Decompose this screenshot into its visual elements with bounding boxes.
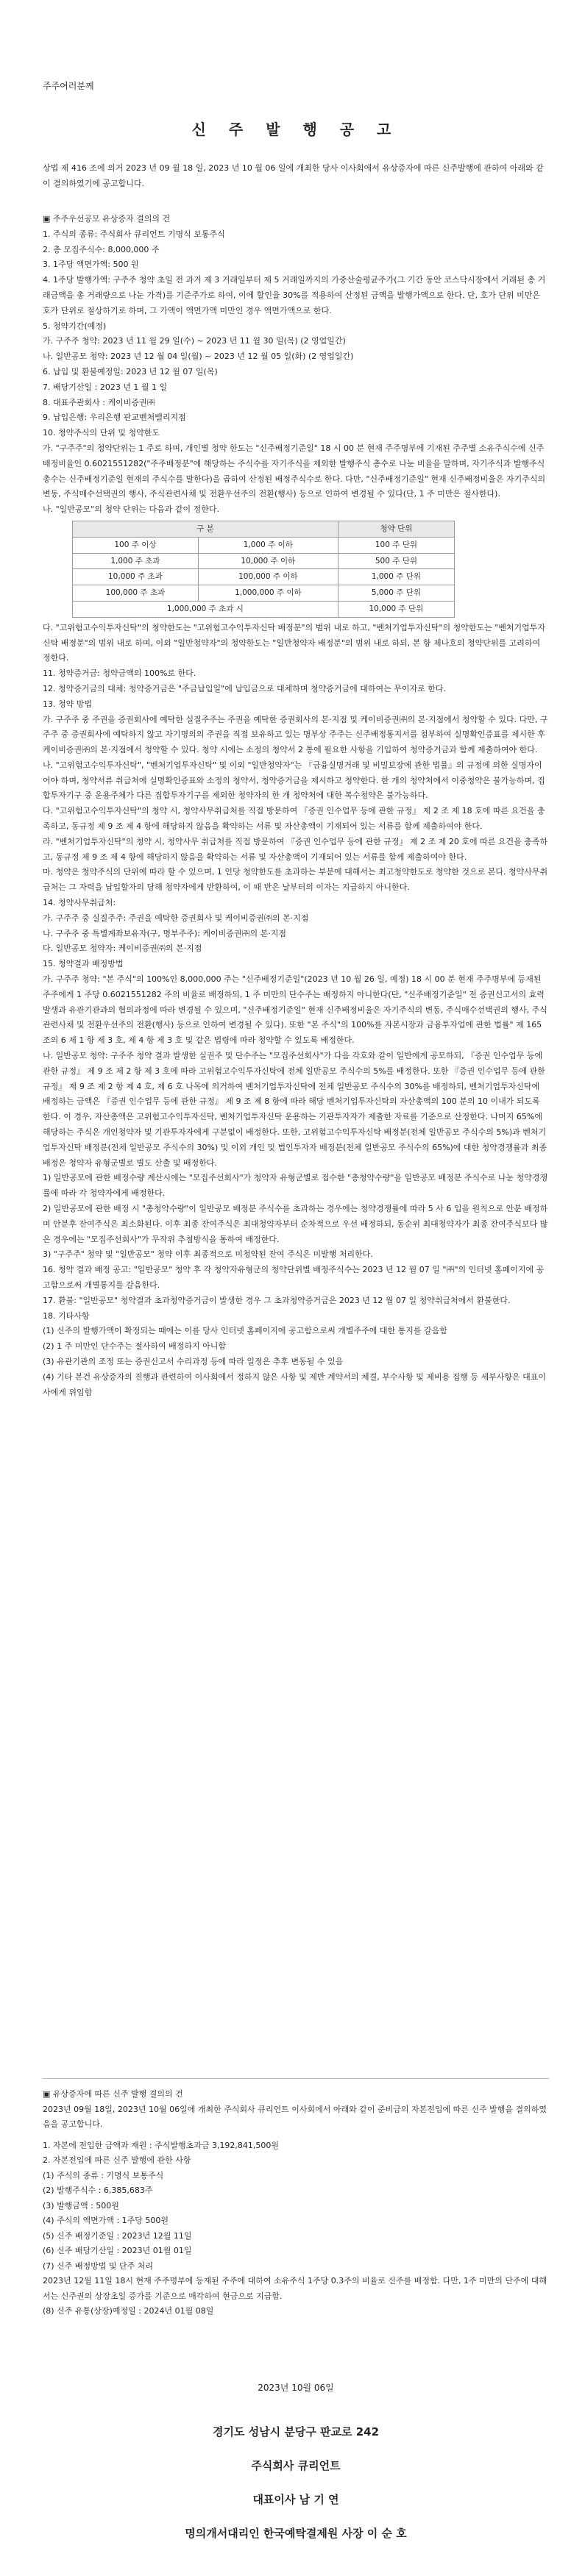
- notice-line: 4. 1주당 발행가액: 구주주 청약 초일 전 과거 제 3 거래일부터 제 5 거래일까지의 가중산술평균주가(그 기간 동안 코스닥시장에서 거래된 총 거래금액을 총 거래량으로 나눈 가격)를 기준주가로 하여, 이에 할인율 30%를 적용하여 산정된 금액을 발행가액으로 한다. 단, 호가 단위 미만은 호가 단위로 절상하기로 하며, 그 가액이 액면가액 미만인 경우 액면가액으로 한다.: [43, 275, 546, 315]
- notice-category: 주주여러분께: [43, 81, 94, 91]
- table-cell: 100 주 이상: [73, 537, 199, 553]
- company-address: 경기도 성남시 분당구 판교로 242: [212, 2425, 380, 2438]
- table-row: [73, 569, 455, 585]
- notice-line: 나. 구주주 중 특별계좌보유자(구, 명부주주): 케이비증권㈜의 본·지점: [43, 928, 287, 938]
- notice-line: 2. 총 모집주식수: 8,000,000 주: [43, 244, 160, 254]
- table-header-category: 구 분: [73, 521, 338, 537]
- notice-line: (1) 신주의 발행가액이 확정되는 때에는 이를 당사 인터넷 홈페이지에 공고함으로써 개별주주에 대한 통지를 갈음함: [43, 1326, 447, 1336]
- notice-line: (7) 신주 배정방법 및 단주 처리: [43, 2261, 153, 2271]
- notice-line: 9. 납입은행: 우리은행 판교벤처밸리지점: [43, 413, 186, 423]
- section-divider: [43, 2078, 549, 2079]
- notice-line: 마. 청약은 청약주식의 단위에 따라 할 수 있으며, 1 인당 청약한도를 초과하는 부분에 대해서는 최고청약한도로 청약한 것으로 본다. 청약사무취급처는 그 자력을 납입할자의 당해 청약자에게 반환하여, 이 때 반은 날부터의 이자는 지급하지 아니한다.: [43, 867, 548, 893]
- ceo-name: 대표이사 남 기 연: [252, 2493, 339, 2506]
- notice-line: (8) 신주 유통(상장)예정일 : 2024년 01월 08일: [43, 2306, 214, 2316]
- table-cell: 1,000 주 초과: [73, 553, 199, 569]
- notice-line: 14. 청약사무취급처:: [43, 898, 116, 908]
- notice-line: 1. 주식의 종류: 주식회사 큐리언트 기명식 보통주식: [43, 229, 225, 239]
- notice-line: 18. 기타사항: [43, 1310, 90, 1321]
- section-heading: ▣ 주주우선공모 유상증자 결의의 건: [43, 214, 171, 224]
- notice-intro: 상법 제 416 조에 의거 2023 년 09 월 18 일, 2023 년 10 월 06 일에 개최한 당사 이사회에서 유상증자에 따른 신주발행에 관하여 아래와 같이 결의하였기에 공고합니다.: [43, 163, 544, 188]
- notice-line: 나. 일반공모 청약: 2023 년 12 월 04 일(월) ~ 2023 년 12 월 05 일(화) (2 영업일간): [43, 352, 354, 362]
- notice-line: 17. 환불: "일반공모" 청약결과 초과청약증거금이 발생한 경우 그 초과청약증거금은 2023 년 12 월 07 일 청약취급처에서 환불한다.: [43, 1295, 511, 1305]
- notice-line: 라. "벤처기업투자신탁"의 청약 시, 청약사무 취급처를 직접 방문하여 『증권 인수업무 등에 관한 규정』 제 2 조 제 20 호에 따른 요건을 충족하고, 동규정 제 9 조 제 4 항에 해당하지 않음을 확약하는 서류 및 자산총액이 기재되어 있는 서류를 함께 제출하여야 한다.: [43, 836, 548, 862]
- notice-line: (2) 발행주식수 : 6,385,683주: [43, 2186, 153, 2195]
- notice-line: (3) 발행금액 : 500원: [43, 2200, 119, 2211]
- notice-line: 1) 일반공모에 관한 배정수량 계산시에는 "모집주선회사"가 청약자 유형군별로 접수한 "총청약수량"을 일반공모 배정분 주식수로 나눈 청약경쟁률에 따라 각 청약자에게 배정한다.: [43, 1173, 548, 1199]
- table-cell: 10,000 주 이하: [198, 553, 338, 569]
- notice-line: 2) 일반공모에 관한 배정 시 "총청약수량"이 일반공모 배정분 주식수를 초과하는 경우에는 청약경쟁률에 따라 5 사 6 입을 원칙으로 안분 배정하며 안분후 잔여주식은 최소화된다. 이후 최종 잔여주식은 최대청약자부터 순차적으로 우선 배정하되, 동순위 최대청약자가 최종 잔여주식보다 많은 경우에는 "모집주선회사"가 무작위 추첨방식을 통하여 배정한다.: [43, 1204, 548, 1244]
- table-row: [73, 537, 455, 553]
- notice-line: 6. 납입 및 환불예정일: 2023 년 12 월 07 일(목): [43, 366, 218, 377]
- notice-line: 가. 구주주 청약: "본 주식"의 100%인 8,000,000 주는 "신주배정기준일"(2023 년 10 월 26 일, 예정) 18 시 00 분 현재 주주명부에 등재된 주주에게 1 주당 0.6021551282 주의 비율로 배정하되, 1 주 미만의 단수주는 배정하지 아니한다(단, "신주배정기준일" 전 증권신고서의 효력 발생과 유관기관과의 협의과정에 따라 변경될 수 있으며, "신주배정기준일" 현재 신주배정비율은 자기주식의 변동, 주식매수선택권의 행사, 주식관련사채 및 전환우선주의 전환(행사) 등으로 인하여 변경될 수 있다). 또한 "본 주식"의 100%를 자본시장과 금융투자업에 관한 법률" 제 165 조의 6 제 1 항 제 3 호, 제 4 항 제 3 호 및 같은 법령에 따라 청약할 수 있도록 배정한다.: [43, 974, 547, 1046]
- notice-line: 12. 청약증거금의 대체: 청약증거금은 "주금납입일"에 납입금으로 대체하며 청약증거금에 대하여는 무이자로 한다.: [43, 683, 446, 693]
- table-cell: 1,000 주 단위: [338, 569, 454, 585]
- table-cell: 1,000,000 주 초과 시: [73, 601, 338, 617]
- notice-line: 나. "고위험고수익투자신탁", "벤처기업투자신탁" 및 이외 "일반청약자"는 『금융실명거래 및 비밀보장에 관한 법률』의 규정에 의한 실명자이어야 하며, 청약서류 취급처에 실명확인증표와 소정의 청약서, 청약증거금을 제시하고 청약한다. 한 개의 청약처에서 이중청약은 불가능하며, 집합투자기구 중 운용주체가 다른 집합투자기구를 제외한 청약자의 한 개 청약처에 대한 복수청약은 불가능하다.: [43, 760, 545, 801]
- transfer-agent: 명의개서대리인 한국예탁결제원 사장 이 순 호: [185, 2527, 407, 2540]
- notice-line: 다. "고위험고수익투자신탁"의 청약한도는 "고위험고수익투자신탁 배정분"의 범위 내로 하고, "벤처기업투자신탁"의 청약한도는 "벤처기업투자신탁 배정분"의 범위 내로 하며, 이외 "일반청약자"의 청약한도는 "일반청약자 배정분"의 범위 내로 하되, 본 항 제나호의 청약단위를 고려하여 정한다.: [43, 622, 546, 663]
- notice-line: (3) 유관기관의 조정 또는 증권신고서 수리과정 등에 따라 일정은 추후 변동될 수 있음: [43, 1356, 344, 1366]
- notice-line: 가. 구주주 중 실질주주: 주권을 예탁한 증권회사 및 케이비증권㈜의 본·지점: [43, 913, 309, 923]
- table-row: [73, 553, 455, 569]
- notice-line: (4) 기타 본건 유상증자의 진행과 관련하여 이사회에서 정하지 않은 사항 및 제반 계약서의 체결, 부수사항 및 제비용 집행 등 세부사항은 대표이사에게 위임함: [43, 1371, 547, 1397]
- notice-line: 5. 청약기간(예정): [43, 321, 107, 331]
- notice-line: 16. 청약 결과 배정 공고: "일반공모" 청약 후 각 청약자유형군의 청약단위별 배정주식수는 2023 년 12 월 07 일 "㈜"의 인터넷 홈페이지에 공고함으로써 개별통지를 갈음한다.: [43, 1265, 545, 1290]
- notice-line: 다. 일반공모 청약자: 케이비증권㈜의 본·지점: [43, 943, 202, 954]
- table-cell: 10,000 주 단위: [338, 601, 454, 617]
- table-cell: 10,000 주 초과: [73, 569, 199, 585]
- table-cell: 100 주 단위: [338, 537, 454, 553]
- section-intro: 2023년 09월 18일, 2023년 10월 06일에 개최한 주식회사 큐리언트 이사회에서 아래와 같이 준비금의 자본전입에 따른 신주 발행을 결의하였음을 공고합니다.: [43, 2104, 547, 2129]
- table-cell: 1,000 주 이하: [198, 537, 338, 553]
- notice-line: (5) 신주 배정기준일 : 2023년 12월 11일: [43, 2230, 192, 2241]
- section-capital-transfer: [43, 2087, 549, 2319]
- table-cell: 5,000 주 단위: [338, 585, 454, 602]
- notice-line: (6) 신주 배당기산일 : 2023년 01월 01일: [43, 2246, 192, 2255]
- section-rights-offering: [43, 212, 549, 1400]
- notice-line: 11. 청약증거금: 청약금액의 100%로 한다.: [43, 668, 196, 679]
- notice-line: 가. "구주주"의 청약단위는 1 주로 하며, 개인별 청약 한도는 "신주배정기준일" 18 시 00 분 현재 주주명부에 기재된 주주별 소유주식수에 신주배정비율인 0.6021551282("주주배정분"에 해당하는 주식수를 자기주식을 제외한 발행주식 총수로 나눈 비율을 말하며, 자기주식과 발행주식총수는 신주배정기준일 현재의 주식수를 말한다)을 곱하여 산정된 배정주식수로 한다. 다만, "신주배정기준일" 현재 신주배정비율은 자기주식의 변동, 주식매수선택권의 행사, 주식관련사채 및 전환우선주의 전환(행사) 등으로 인하여 변경될 수 있다(단, 1 주 미만은 절사한다).: [43, 443, 546, 499]
- notice-line: 가. 구주주 청약: 2023 년 11 월 29 일(수) ~ 2023 년 11 월 30 일(목) (2 영업일간): [43, 336, 346, 346]
- notice-line: 나. "일반공모"의 청약 단위는 다음과 같이 정한다.: [43, 504, 219, 515]
- company-name: 주식회사 큐리언트: [251, 2459, 341, 2472]
- notice-line: 10. 청약주식의 단위 및 청약한도: [43, 428, 160, 438]
- section-lines-a: [43, 227, 549, 518]
- section2-lines: [43, 2138, 549, 2319]
- table-header-row: [73, 521, 455, 537]
- table-cell: 500 주 단위: [338, 553, 454, 569]
- page-title: 신 주 발 행 공 고: [191, 121, 400, 138]
- subscription-unit-table: [72, 521, 455, 618]
- notice-line: (4) 주식의 액면가액 : 1주당 500원: [43, 2216, 169, 2225]
- table-cell: 100,000 주 초과: [73, 585, 199, 602]
- table-row: [73, 601, 455, 617]
- table-row: [73, 585, 455, 602]
- notice-date: 2023년 10월 06일: [258, 2383, 334, 2393]
- notice-line: 나. 일반공모 청약: 구주주 청약 결과 발생한 실권주 및 단수주는 "모집주선회사"가 다음 각호와 같이 일반에게 공모하되, 『증권 인수업무 등에 관한 규정』 제 9 조 제 2 항 제 3 호에 따라 고위험고수익투자신탁에 전체 일반공모 주식수의 5%를 배정한다. 또한 『증권 인수업무 등에 관한 규정』 제 9 조 제 2 항 제 4 호, 제 6 호 나목에 의거하여 벤처기업투자신탁에 전체 일반공모 주식수의 30%를 배정하되, 벤처기업투자신탁에 배정하는 금액은 『증권 인수업무 등에 관한 규정』 제 9 조 제 8 항에 따라 해당 벤처기업투자신탁의 자산총액의 100 분의 10 이내가 되도록 한다. 이 경우, 자산총액은 고위험고수익투자신탁, 벤처기업투자신탁 운용하는 기관투자자가 제출한 자료를 기준으로 산정한다. 나머지 65%에 해당하는 주식은 개인청약자 및 기관투자자에게 구분없이 배정한다. 또한, 고위험고수익투자신탁 배정분(전체 일반공모 주식수의 5%)과 벤처기업투자신탁 배정분(전체 일반공모 주식수의 30%) 및 이외 개인 및 법인투자자 배정분(전체 일반공모 주식수의 65%)에 대한 청약경쟁률과 최종 배정은 청약자 유형군별로 별도 산출 및 배정한다.: [43, 1051, 547, 1168]
- notice-line: 다. "고위험고수익투자신탁"의 청약 시, 청약사무취급처를 직접 방문하여 『증권 인수업무 등에 관한 규정』 제 2 조 제 18 호에 따른 요건을 충족하고, 동규정 제 9 조 제 4 항에 해당하지 않음을 확약하는 서류 및 자산총액이 기재되어 있는 서류를 함께 제출하여야 한다.: [43, 806, 545, 832]
- notice-line: 1. 자본에 전입한 금액과 재원 : 주식발행초과금 3,192,841,500원: [43, 2140, 280, 2150]
- table-header-unit: 청약 단위: [338, 521, 454, 537]
- notice-line: 2023년 12월 11일 18시 현재 주주명부에 등재된 주주에 대하여 소유주식 1주당 0.3주의 비율로 신주를 배정함. 다만, 1주 미만의 단주에 대해서는 신주권의 상장초일 증가를 기준으로 매각하여 현금으로 지급함.: [43, 2276, 547, 2301]
- notice-line: 3. 1주당 액면가액: 500 원: [43, 260, 139, 270]
- section-heading: ▣ 유상증자에 따른 신주 발행 결의의 건: [43, 2089, 183, 2099]
- notice-line: 13. 청약 방법: [43, 699, 92, 709]
- notice-line: 2. 자본전입에 따른 신주 발행에 관한 사항: [43, 2155, 191, 2165]
- notice-line: 7. 배당기산일 : 2023 년 1 월 1 일: [43, 382, 168, 392]
- notice-line: 가. 구주주 중 주권을 증권회사에 예탁한 실질주주는 주권을 예탁한 증권회사의 본·지점 및 케이비증권㈜의 본·지점에서 청약할 수 있다. 다만, 구주주 중 증권회사에 예탁하지 않고 자기명의의 주권을 직접 보유하고 있는 명부상 주주는 신주배정통지서를 첨부하여 실명확인증표를 제시한 후 케이비증권㈜의 본·지점에서 청약할 수 있다. 청약 시에는 소정의 청약서 2 통에 필요한 사항을 기입하여 청약증거금과 함께 제출하여야 한다.: [43, 714, 548, 755]
- table-cell: 1,000,000 주 이하: [198, 585, 338, 602]
- notice-line: 8. 대표주관회사 : 케이비증권㈜: [43, 397, 155, 407]
- notice-line: (2) 1 주 미만인 단수주는 절사하여 배정하지 아니함: [43, 1341, 226, 1352]
- notice-line: 15. 청약결과 배정방법: [43, 959, 124, 969]
- notice-line: 3) "구주주" 청약 및 "일반공모" 청약 이후 최종적으로 미청약된 잔여 주식은 미발행 처리한다.: [43, 1249, 373, 1260]
- notice-line: (1) 주식의 종류 : 기명식 보통주식: [43, 2170, 164, 2180]
- section-lines-b: [43, 621, 549, 1401]
- table-cell: 100,000 주 이하: [198, 569, 338, 585]
